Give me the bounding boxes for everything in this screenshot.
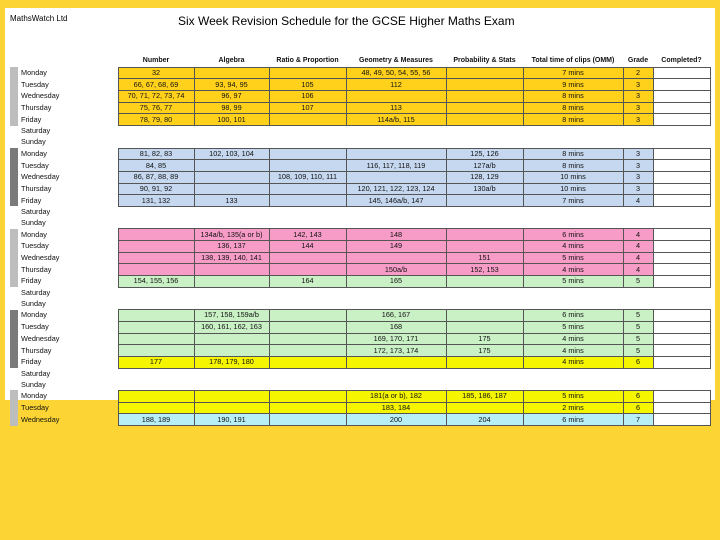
cell-grade: 3 (623, 114, 653, 126)
cell-prob (446, 276, 523, 288)
schedule-row (10, 241, 710, 253)
cell-grade: 3 (623, 79, 653, 91)
cell-grade: 6 (623, 356, 653, 368)
cell-prob (446, 321, 523, 333)
cell-prob (446, 241, 523, 253)
cell-number: 131, 132 (118, 195, 194, 207)
week-indicator (10, 345, 18, 357)
cell-grade: 3 (623, 171, 653, 183)
day-label: Monday (21, 391, 47, 401)
completed-checkbox-cell[interactable] (653, 252, 710, 264)
cell-geometry (346, 91, 446, 103)
cell-geometry: 169, 170, 171 (346, 333, 446, 345)
cell-grade: 5 (623, 345, 653, 357)
day-label: Thursday (21, 345, 52, 355)
cell-geometry: 183, 184 (346, 402, 446, 414)
week-indicator (10, 287, 18, 298)
cell-ratio: 108, 109, 110, 111 (269, 171, 346, 183)
cell-algebra: 102, 103, 104 (194, 148, 269, 160)
brand-label: MathsWatch Ltd (10, 14, 68, 23)
cell-prob: 175 (446, 345, 523, 357)
schedule-row (10, 126, 710, 137)
cell-time: 5 mins (523, 276, 623, 288)
week-indicator (10, 79, 18, 91)
cell-algebra: 190, 191 (194, 414, 269, 426)
cell-ratio (269, 402, 346, 414)
week-indicator (10, 310, 18, 322)
day-label: Thursday (21, 103, 52, 113)
cell-geometry: 112 (346, 79, 446, 91)
cell-time: 5 mins (523, 390, 623, 402)
day-label: Tuesday (21, 322, 49, 332)
cell-grade: 5 (623, 333, 653, 345)
cell-number: 32 (118, 67, 194, 79)
cell-time: 5 mins (523, 321, 623, 333)
cell-algebra (194, 345, 269, 357)
day-label: Wednesday (21, 172, 60, 182)
schedule-row (10, 79, 710, 91)
week-indicator (10, 356, 18, 368)
schedule-row (10, 379, 710, 390)
cell-geometry: 150a/b (346, 264, 446, 276)
cell-time: 10 mins (523, 183, 623, 195)
cell-grade: 5 (623, 321, 653, 333)
day-label: Sunday (21, 379, 46, 389)
week-indicator (10, 160, 18, 172)
cell-ratio: 105 (269, 79, 346, 91)
header-row (10, 56, 710, 67)
schedule-row (10, 183, 710, 195)
cell-ratio (269, 356, 346, 368)
cell-number (118, 345, 194, 357)
completed-checkbox-cell[interactable] (653, 91, 710, 103)
day-label: Wednesday (21, 253, 60, 263)
cell-number: 177 (118, 356, 194, 368)
cell-grade: 2 (623, 67, 653, 79)
cell-number (118, 252, 194, 264)
cell-prob (446, 195, 523, 207)
cell-time: 4 mins (523, 356, 623, 368)
cell-geometry (346, 171, 446, 183)
week-indicator (10, 368, 18, 379)
cell-number: 70, 71, 72, 73, 74 (118, 91, 194, 103)
day-label: Monday (21, 68, 47, 78)
day-label: Tuesday (21, 241, 49, 251)
cell-time: 2 mins (523, 402, 623, 414)
completed-checkbox-cell[interactable] (653, 79, 710, 91)
cell-number: 90, 91, 92 (118, 183, 194, 195)
schedule-row (10, 160, 710, 172)
cell-number (118, 390, 194, 402)
cell-time: 6 mins (523, 310, 623, 322)
cell-number: 75, 76, 77 (118, 102, 194, 114)
completed-checkbox-cell[interactable] (653, 148, 710, 160)
cell-algebra (194, 276, 269, 288)
cell-algebra: 178, 179, 180 (194, 356, 269, 368)
day-label: Wednesday (21, 414, 60, 424)
cell-time: 4 mins (523, 345, 623, 357)
week-indicator (10, 229, 18, 241)
cell-time: 4 mins (523, 333, 623, 345)
day-label: Thursday (21, 183, 52, 193)
schedule-row (10, 137, 710, 148)
week-indicator (10, 252, 18, 264)
cell-prob (446, 229, 523, 241)
week-indicator (10, 195, 18, 207)
cell-geometry: 48, 49, 50, 54, 55, 56 (346, 67, 446, 79)
schedule-row (10, 310, 710, 322)
cell-number: 66, 67, 68, 69 (118, 79, 194, 91)
completed-checkbox-cell[interactable] (653, 310, 710, 322)
cell-grade: 4 (623, 241, 653, 253)
completed-checkbox-cell[interactable] (653, 160, 710, 172)
cell-number (118, 333, 194, 345)
cell-time: 4 mins (523, 241, 623, 253)
cell-algebra: 93, 94, 95 (194, 79, 269, 91)
schedule-row (10, 114, 710, 126)
cell-geometry: 148 (346, 229, 446, 241)
cell-prob: 125, 126 (446, 148, 523, 160)
cell-number: 86, 87, 88, 89 (118, 171, 194, 183)
cell-time: 8 mins (523, 160, 623, 172)
cell-geometry: 168 (346, 321, 446, 333)
col-header: Algebra (218, 57, 245, 65)
completed-checkbox-cell[interactable] (653, 414, 710, 426)
schedule-row (10, 414, 710, 426)
cell-algebra (194, 264, 269, 276)
col-header: Probability & Stats (453, 57, 516, 65)
cell-geometry: 166, 167 (346, 310, 446, 322)
day-label: Saturday (21, 126, 51, 136)
week-indicator (10, 264, 18, 276)
cell-prob (446, 91, 523, 103)
cell-geometry: 120, 121, 122, 123, 124 (346, 183, 446, 195)
cell-geometry: 116, 117, 118, 119 (346, 160, 446, 172)
week-indicator (10, 148, 18, 160)
cell-geometry (346, 356, 446, 368)
col-header: Number (142, 57, 170, 65)
week-indicator (10, 114, 18, 126)
day-label: Friday (21, 114, 42, 124)
schedule-row (10, 102, 710, 114)
schedule-table (10, 56, 711, 426)
cell-grade: 7 (623, 414, 653, 426)
cell-prob (446, 356, 523, 368)
day-label: Wednesday (21, 91, 60, 101)
day-label: Sunday (21, 299, 46, 309)
schedule-row (10, 195, 710, 207)
completed-checkbox-cell[interactable] (653, 195, 710, 207)
day-label: Thursday (21, 264, 52, 274)
week-indicator (10, 321, 18, 333)
cell-time: 5 mins (523, 252, 623, 264)
completed-checkbox-cell[interactable] (653, 183, 710, 195)
schedule-row (10, 148, 710, 160)
day-label: Saturday (21, 287, 51, 297)
cell-prob (446, 79, 523, 91)
schedule-row (10, 321, 710, 333)
cell-grade: 5 (623, 310, 653, 322)
day-label: Sunday (21, 218, 46, 228)
cell-number (118, 321, 194, 333)
cell-time: 8 mins (523, 148, 623, 160)
day-label: Tuesday (21, 79, 49, 89)
week-indicator (10, 390, 18, 402)
cell-algebra: 136, 137 (194, 241, 269, 253)
cell-geometry: 181(a or b), 182 (346, 390, 446, 402)
cell-ratio (269, 148, 346, 160)
cell-grade: 5 (623, 276, 653, 288)
schedule-row (10, 356, 710, 368)
day-label: Sunday (21, 137, 46, 147)
cell-time: 10 mins (523, 171, 623, 183)
cell-number: 154, 155, 156 (118, 276, 194, 288)
cell-prob: 127a/b (446, 160, 523, 172)
schedule-row (10, 171, 710, 183)
schedule-row (10, 333, 710, 345)
cell-geometry: 165 (346, 276, 446, 288)
cell-ratio (269, 183, 346, 195)
cell-time: 8 mins (523, 102, 623, 114)
cell-algebra: 98, 99 (194, 102, 269, 114)
cell-ratio (269, 310, 346, 322)
day-label: Tuesday (21, 402, 49, 412)
cell-grade: 4 (623, 264, 653, 276)
cell-geometry: 172, 173, 174 (346, 345, 446, 357)
cell-algebra (194, 160, 269, 172)
cell-ratio (269, 345, 346, 357)
cell-prob: 130a/b (446, 183, 523, 195)
cell-grade: 3 (623, 102, 653, 114)
week-indicator (10, 379, 18, 390)
cell-time: 6 mins (523, 414, 623, 426)
cell-algebra: 133 (194, 195, 269, 207)
cell-time: 8 mins (523, 114, 623, 126)
cell-grade: 6 (623, 402, 653, 414)
cell-algebra (194, 67, 269, 79)
cell-prob: 151 (446, 252, 523, 264)
page-title: Six Week Revision Schedule for the GCSE Higher Maths Exam (178, 14, 515, 28)
week-indicator (10, 67, 18, 79)
cell-ratio (269, 414, 346, 426)
day-label: Monday (21, 148, 47, 158)
day-label: Wednesday (21, 333, 60, 343)
cell-ratio (269, 160, 346, 172)
cell-number: 188, 189 (118, 414, 194, 426)
cell-time: 7 mins (523, 67, 623, 79)
cell-algebra (194, 402, 269, 414)
cell-number (118, 264, 194, 276)
cell-prob: 204 (446, 414, 523, 426)
day-label: Saturday (21, 207, 51, 217)
cell-algebra: 138, 139, 140, 141 (194, 252, 269, 264)
completed-checkbox-cell[interactable] (653, 67, 710, 79)
week-indicator (10, 171, 18, 183)
schedule-row (10, 91, 710, 103)
schedule-row (10, 218, 710, 229)
completed-checkbox-cell[interactable] (653, 333, 710, 345)
week-indicator (10, 206, 18, 217)
cell-time: 4 mins (523, 264, 623, 276)
cell-grade: 3 (623, 160, 653, 172)
cell-number (118, 310, 194, 322)
cell-prob (446, 114, 523, 126)
cell-prob (446, 310, 523, 322)
schedule-row (10, 264, 710, 276)
cell-prob (446, 67, 523, 79)
cell-ratio (269, 252, 346, 264)
completed-checkbox-cell[interactable] (653, 241, 710, 253)
cell-number: 81, 82, 83 (118, 148, 194, 160)
col-header: Total time of clips (OMM) (531, 57, 615, 65)
week-indicator (10, 126, 18, 137)
cell-time: 6 mins (523, 229, 623, 241)
col-header: Geometry & Measures (359, 57, 433, 65)
cell-ratio: 107 (269, 102, 346, 114)
cell-ratio (269, 114, 346, 126)
cell-prob (446, 402, 523, 414)
week-indicator (10, 137, 18, 148)
cell-geometry: 113 (346, 102, 446, 114)
schedule-row (10, 276, 710, 288)
day-label: Saturday (21, 368, 51, 378)
cell-ratio: 142, 143 (269, 229, 346, 241)
schedule-row (10, 206, 710, 217)
day-label: Tuesday (21, 160, 49, 170)
completed-checkbox-cell[interactable] (653, 264, 710, 276)
week-indicator (10, 218, 18, 229)
cell-geometry: 114a/b, 115 (346, 114, 446, 126)
schedule-row (10, 390, 710, 402)
cell-grade: 3 (623, 91, 653, 103)
cell-geometry (346, 148, 446, 160)
cell-prob: 185, 186, 187 (446, 390, 523, 402)
schedule-row (10, 298, 710, 309)
cell-algebra: 134a/b, 135(a or b) (194, 229, 269, 241)
completed-checkbox-cell[interactable] (653, 276, 710, 288)
cell-algebra: 96, 97 (194, 91, 269, 103)
cell-geometry: 149 (346, 241, 446, 253)
cell-ratio (269, 67, 346, 79)
week-indicator (10, 102, 18, 114)
cell-grade: 4 (623, 229, 653, 241)
day-label: Monday (21, 310, 47, 320)
completed-checkbox-cell[interactable] (653, 345, 710, 357)
cell-geometry (346, 252, 446, 264)
cell-time: 8 mins (523, 91, 623, 103)
completed-checkbox-cell[interactable] (653, 321, 710, 333)
completed-checkbox-cell[interactable] (653, 390, 710, 402)
cell-algebra (194, 390, 269, 402)
cell-ratio: 164 (269, 276, 346, 288)
cell-time: 9 mins (523, 79, 623, 91)
schedule-row (10, 402, 710, 414)
cell-ratio (269, 195, 346, 207)
cell-number (118, 241, 194, 253)
completed-checkbox-cell[interactable] (653, 102, 710, 114)
schedule-row (10, 287, 710, 298)
cell-algebra: 157, 158, 159a/b (194, 310, 269, 322)
cell-algebra (194, 333, 269, 345)
cell-grade: 4 (623, 195, 653, 207)
cell-algebra (194, 171, 269, 183)
week-indicator (10, 402, 18, 414)
completed-checkbox-cell[interactable] (653, 114, 710, 126)
cell-ratio: 144 (269, 241, 346, 253)
completed-checkbox-cell[interactable] (653, 356, 710, 368)
cell-algebra: 160, 161, 162, 163 (194, 321, 269, 333)
day-label: Friday (21, 195, 42, 205)
cell-prob: 128, 129 (446, 171, 523, 183)
schedule-row (10, 67, 710, 79)
cell-number (118, 229, 194, 241)
cell-ratio (269, 264, 346, 276)
week-indicator (10, 276, 18, 288)
cell-number (118, 402, 194, 414)
cell-ratio (269, 333, 346, 345)
day-label: Friday (21, 357, 42, 367)
completed-checkbox-cell[interactable] (653, 171, 710, 183)
schedule-row (10, 345, 710, 357)
schedule-row (10, 368, 710, 379)
week-indicator (10, 414, 18, 426)
cell-prob: 152, 153 (446, 264, 523, 276)
week-indicator (10, 183, 18, 195)
completed-checkbox-cell[interactable] (653, 229, 710, 241)
cell-algebra (194, 183, 269, 195)
day-label: Friday (21, 276, 42, 286)
cell-prob: 175 (446, 333, 523, 345)
cell-algebra: 100, 101 (194, 114, 269, 126)
col-header: Completed? (661, 57, 702, 65)
day-label: Monday (21, 229, 47, 239)
cell-number: 84, 85 (118, 160, 194, 172)
schedule-row (10, 229, 710, 241)
cell-time: 7 mins (523, 195, 623, 207)
cell-prob (446, 102, 523, 114)
week-indicator (10, 241, 18, 253)
week-indicator (10, 333, 18, 345)
schedule-row (10, 252, 710, 264)
cell-ratio: 106 (269, 91, 346, 103)
col-header: Grade (627, 57, 649, 65)
completed-checkbox-cell[interactable] (653, 402, 710, 414)
cell-ratio (269, 390, 346, 402)
cell-grade: 6 (623, 390, 653, 402)
col-header: Ratio & Proportion (276, 57, 339, 65)
cell-number: 78, 79, 80 (118, 114, 194, 126)
cell-geometry: 200 (346, 414, 446, 426)
cell-grade: 3 (623, 148, 653, 160)
cell-geometry: 145, 146a/b, 147 (346, 195, 446, 207)
cell-grade: 4 (623, 252, 653, 264)
cell-ratio (269, 321, 346, 333)
cell-grade: 3 (623, 183, 653, 195)
week-indicator (10, 298, 18, 309)
week-indicator (10, 91, 18, 103)
